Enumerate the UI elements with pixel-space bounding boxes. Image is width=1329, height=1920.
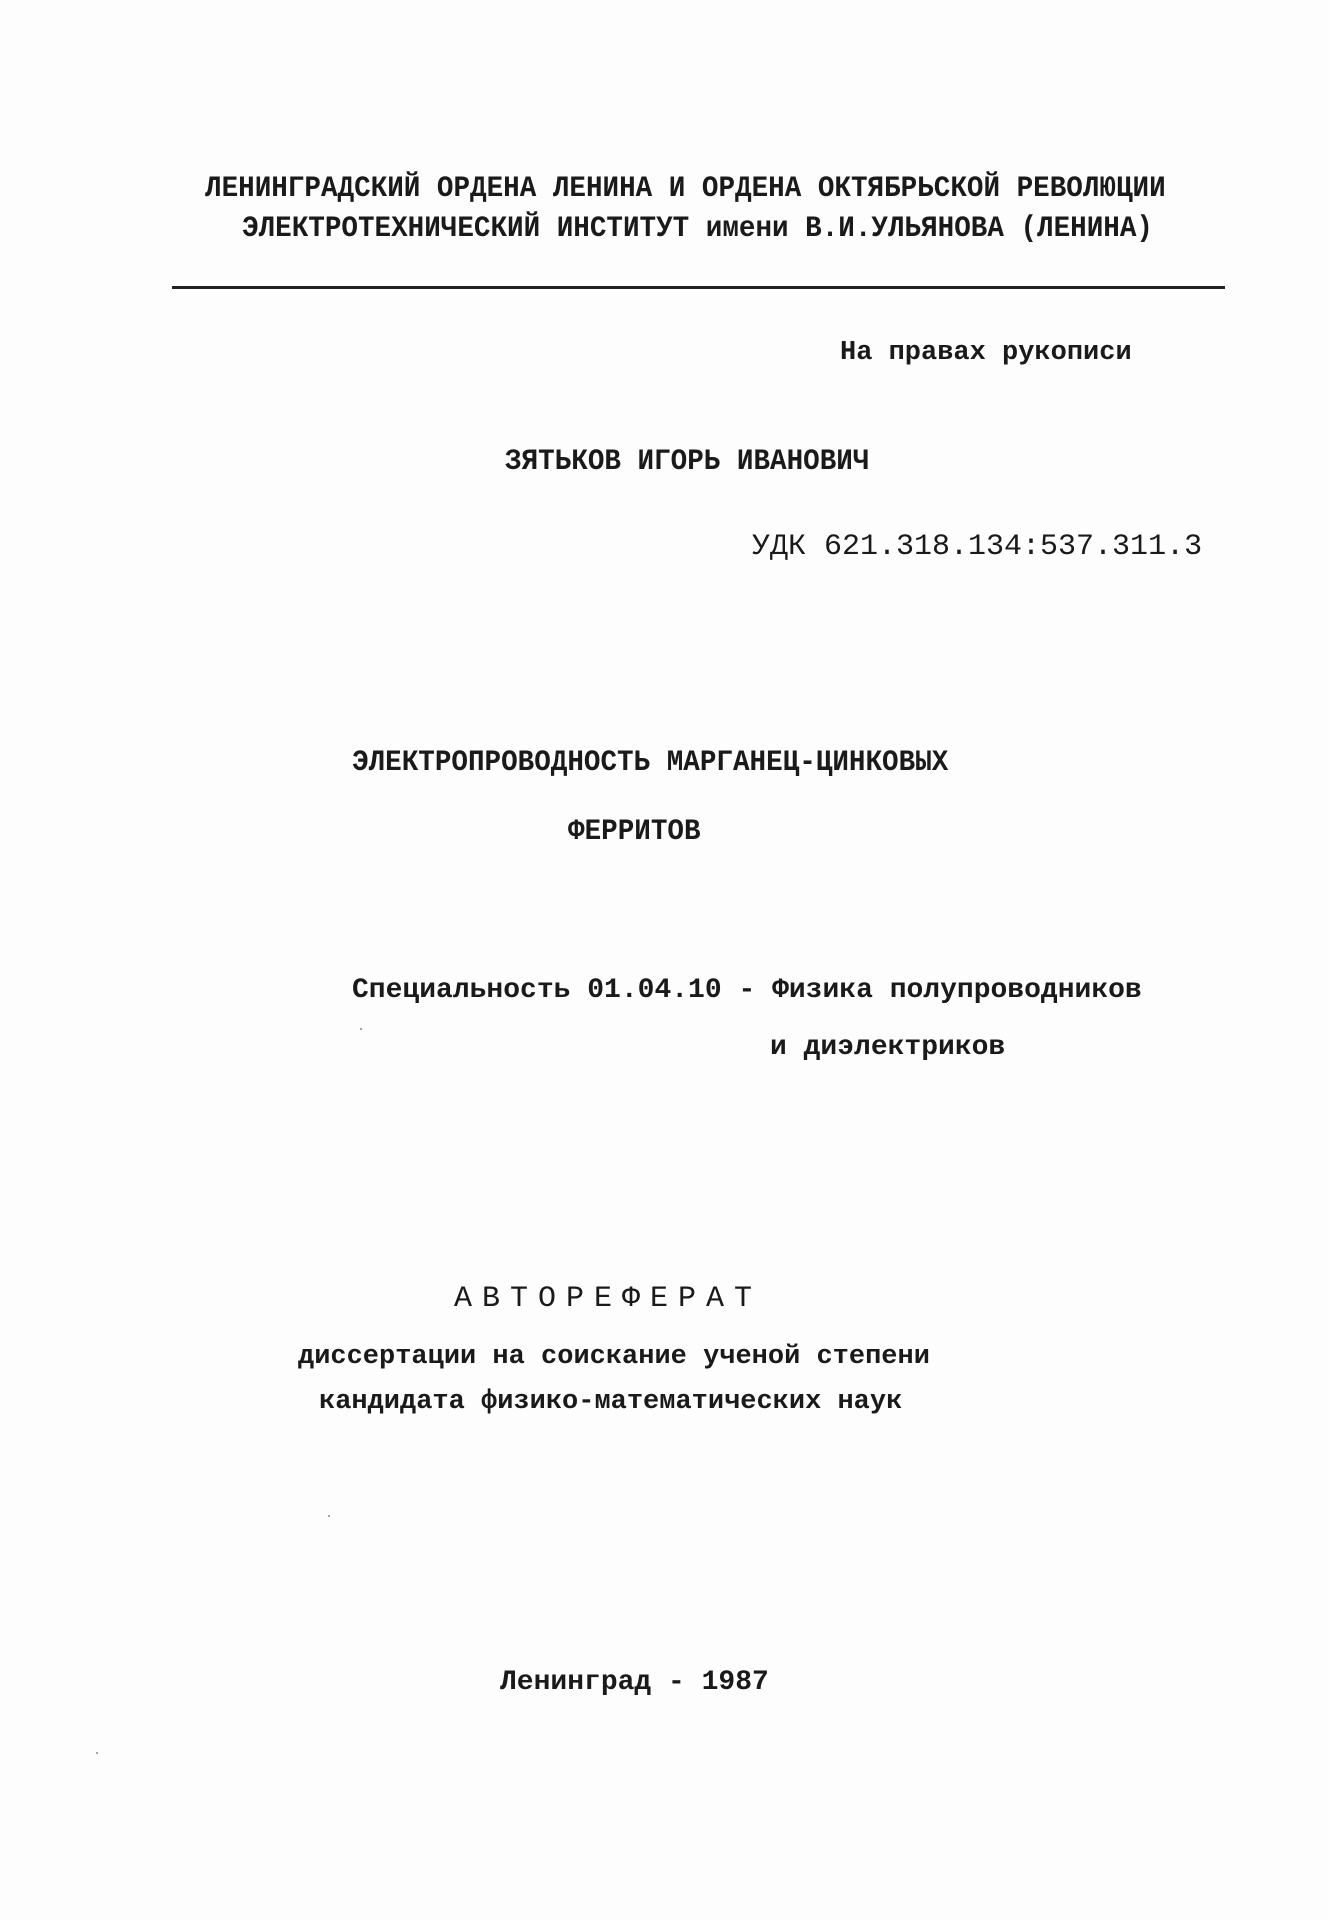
abstract-description-line2: кандидата физико-математических наук xyxy=(319,1387,903,1417)
dissertation-title-line1: ЭЛЕКТРОПРОВОДНОСТЬ МАРГАНЕЦ-ЦИНКОВЫХ xyxy=(352,746,949,780)
institution-name-line2: ЭЛЕКТРОТЕХНИЧЕСКИЙ ИНСТИТУТ имени В.И.УЛЬЯНОВА (ЛЕНИНА) xyxy=(242,212,1153,246)
author-name: ЗЯТЬКОВ ИГОРЬ ИВАНОВИЧ xyxy=(505,445,870,479)
abstract-description-line1: диссертации на соискание ученой степени xyxy=(298,1342,930,1372)
header-divider xyxy=(172,286,1225,289)
city-year: Ленинград - 1987 xyxy=(500,1667,769,1698)
specialty-line2: и диэлектриков xyxy=(770,1032,1006,1063)
dissertation-title-line2: ФЕРРИТОВ xyxy=(568,815,701,849)
udk-code: УДК 621.318.134:537.311.3 xyxy=(752,530,1203,564)
scan-speck xyxy=(96,1752,98,1754)
manuscript-note: На правах рукописи xyxy=(840,338,1132,368)
abstract-heading: АВТОРЕФЕРАТ xyxy=(454,1282,763,1316)
specialty-line1: Специальность 01.04.10 - Физика полупроводников xyxy=(352,975,1142,1006)
scan-speck xyxy=(328,1515,330,1517)
scan-speck xyxy=(360,1028,362,1030)
institution-name-line1: ЛЕНИНГРАДСКИЙ ОРДЕНА ЛЕНИНА И ОРДЕНА ОКТЯБРЬСКОЙ РЕВОЛЮЦИИ xyxy=(205,172,1166,206)
